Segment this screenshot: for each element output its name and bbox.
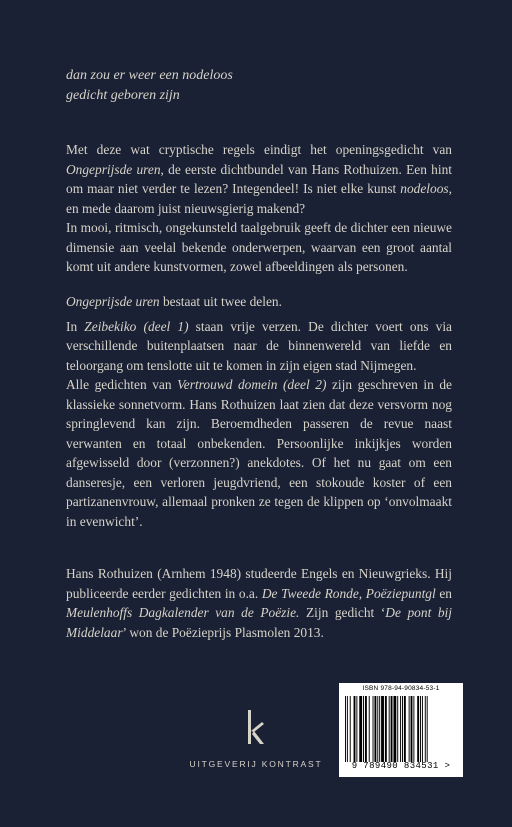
parts-paragraph-1: [66, 317, 452, 376]
k-logo-icon: [226, 710, 286, 744]
text-run: staan vrije verzen. De dichter voert ons via verschillende buitenplaatsen naar de binnenwereld van liefde en teloorgang om tenslotte uit te komen in zijn eigen stad Nijmegen.: [66, 318, 452, 373]
barcode-bar: [363, 696, 364, 762]
barcode-bar: [356, 696, 357, 762]
text-run: Met deze wat cryptische regels eindigt het openingsgedicht van: [66, 142, 452, 157]
text-run: Zijn gedicht ‘: [299, 605, 386, 620]
epigraph-line-2: gedicht geboren zijn: [66, 88, 180, 103]
blurb-paragraph-1: [66, 140, 452, 218]
barcode-bar: [400, 696, 401, 762]
isbn-barcode: [339, 683, 463, 777]
barcode-bar: [373, 696, 374, 762]
text-run: Alle gedichten van: [66, 377, 178, 392]
text-run: zijn geschreven in de klassieke sonnetvorm. Hans Rothuizen laat zien dat deze versvorm nog springlevend kan zijn. Beroemdheden passeren de revue naast verwanten en totaal onbekenden. Persoonlijke inkijkjes worden afgewisseld door (verzonnen?) anekdotes. Of het nu gaat om een danseresje, een verloren jeugdvriend, een stokoude koster of een partizanenvrouw, allemaal pronken ze tegen de klippen op ‘onvolmaakt in evenwicht’.: [66, 377, 453, 529]
barcode-bar: [345, 696, 346, 762]
barcode-bar: [379, 696, 380, 762]
blurb-paragraph-2: In mooi, ritmisch, ongekunsteld taalgebruik geeft de dichter een nieuwe dimensie aan veelal bekende onderwerpen, waarvan een groot aantal komt uit andere kunstvormen, zowel afbeeldingen als personen.: [66, 220, 452, 274]
barcode-bar: [413, 696, 414, 762]
text-run: Hans Rothuizen (Arnhem 1948) studeerde Engels en Nieuwgrieks. Hij publiceerde eerder gedichten in o.a.: [66, 566, 452, 601]
barcode-bar: [377, 696, 378, 762]
book-title-italic: Ongeprijsde uren: [66, 161, 161, 177]
parts-intro: [66, 292, 452, 312]
barcode-bar: [385, 696, 387, 762]
barcode-bar: [389, 696, 390, 762]
barcode-bars: [345, 696, 457, 762]
italic-word: nodeloos: [400, 181, 449, 196]
poem-title-italic: De pont bij Middelaar: [66, 605, 452, 640]
parts-paragraph-2: [66, 375, 452, 531]
barcode-bar: [347, 696, 348, 762]
barcode-bar: [422, 696, 423, 762]
publication-title-italic: Meulenhoffs Dagkalender van de Poëzie.: [66, 605, 300, 620]
barcode-bar: [374, 696, 376, 762]
isbn-label: ISBN 978-94-90834-53-1: [362, 685, 440, 692]
blurb-section: [66, 140, 452, 277]
barcode-bar: [397, 696, 398, 762]
barcode-bar: [427, 696, 428, 762]
barcode-bar: [411, 696, 413, 762]
barcode-bar: [393, 696, 396, 762]
epigraph-line-1: dan zou er weer een nodeloos: [66, 68, 233, 83]
text-run: In: [66, 318, 85, 334]
text-run: ’ won de Poëzieprijs Plasmolen 2013.: [122, 624, 324, 640]
text-run: , de eerste dichtbundel van Hans Rothuizen. Een hint om maar niet verder te lezen? Integendeel! Is niet elke kunst: [66, 161, 452, 196]
epigraph-quote: [66, 66, 233, 106]
barcode-bar: [391, 696, 393, 762]
part-title-italic: Zeibekiko (deel 1): [84, 318, 189, 334]
barcode-bar: [365, 696, 367, 762]
barcode-bar: [402, 696, 403, 762]
text-run: bestaat uit twee delen.: [159, 294, 282, 309]
book-title-italic: Ongeprijsde uren: [66, 294, 160, 309]
barcode-digits: 9 789490 834531 >: [351, 761, 451, 771]
publisher-name: UITGEVERIJ KONTRAST: [189, 759, 323, 769]
barcode-bar: [369, 696, 370, 762]
barcode-bar: [354, 696, 356, 762]
barcode-bar: [359, 696, 362, 762]
k-logo-shape: [245, 710, 267, 744]
bio-paragraph: [66, 564, 452, 642]
barcode-bar: [425, 696, 426, 762]
barcode-bar: [409, 696, 410, 762]
barcode-bar: [420, 696, 421, 762]
text-run: , en mede daarom juist nieuwsgierig makend?: [66, 181, 452, 216]
publication-title-italic: De Tweede Ronde, Poëziepuntgl: [261, 585, 436, 601]
text-run: en: [435, 585, 452, 601]
author-bio: [66, 564, 452, 642]
part-title-italic: Vertrouwd domein (deel 2): [177, 377, 327, 392]
barcode-bar: [417, 696, 419, 762]
barcode-bar: [381, 696, 384, 762]
barcode-bar: [350, 696, 351, 762]
barcode-bar: [404, 696, 406, 762]
parts-section: [66, 292, 452, 531]
